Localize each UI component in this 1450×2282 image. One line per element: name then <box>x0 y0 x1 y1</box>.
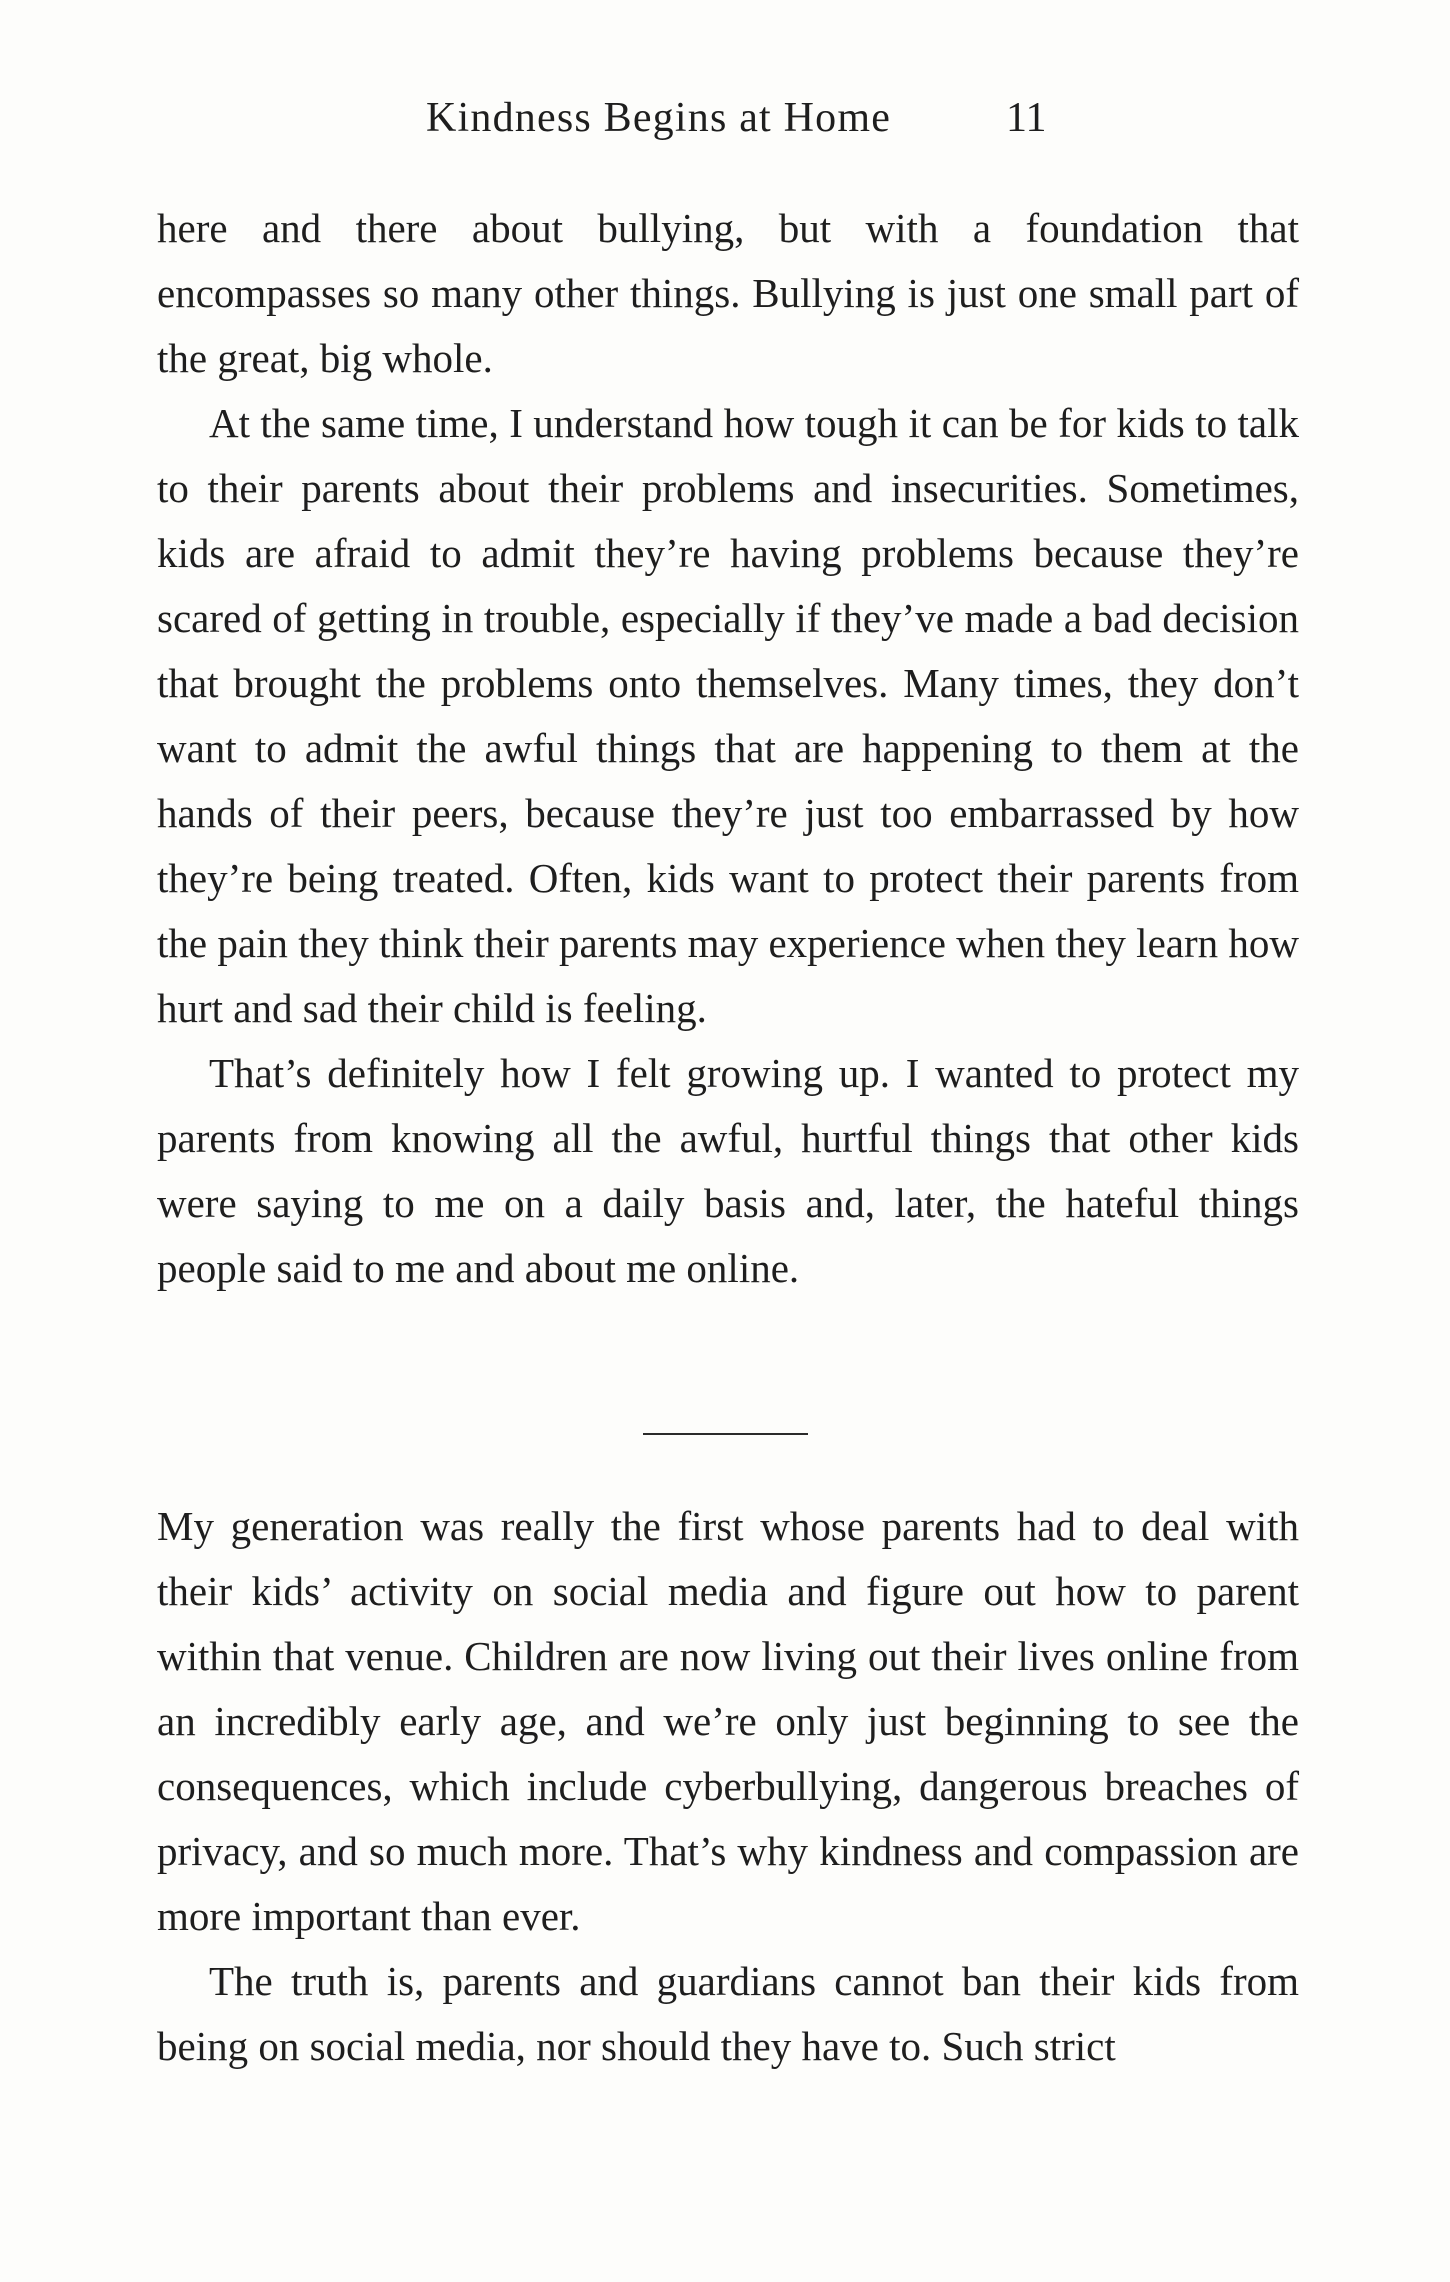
paragraph: At the same time, I understand how tough it can be for kids to talk to their parents about their problems and insecurities. Sometimes, kids are afraid to admit they’re having problems because they’re scared of getting in trouble, especially if they’ve made a bad decision that brought the problems onto themselves. Many times, they don’t want to admit the awful things that are happening to them at the hands of their peers, because they’re just too embarrassed by how they’re being treated. Often, kids want to protect their parents from the pain they think their parents may experience when they learn how hurt and sad their child is feeling. <box>157 400 1299 1031</box>
section-break-rule <box>643 1433 808 1435</box>
paragraph: The truth is, parents and guardians cannot ban their kids from being on social media, nor should they have to. Such strict <box>157 1958 1299 2069</box>
paragraph-section-opening: My generation was really the first whose parents had to deal with their kids’ activity on social media and figure out how to parent within that venue. Children are now living out their lives online from an incredibly early age, and we’re only just beginning to see the consequences, which include cyberbullying, dangerous breaches of privacy, and so much more. That’s why kindness and compassion are more important than ever. <box>157 1503 1299 1939</box>
running-title: Kindness Begins at Home <box>426 95 892 141</box>
paragraph: That’s definitely how I felt growing up. I wanted to protect my parents from knowing all the awful, hurtful things that other kids were saying to me on a daily basis and, later, the hateful things people said to me and about me online. <box>157 1050 1299 1291</box>
running-head <box>0 88 1450 148</box>
section-one-text <box>157 196 1299 1301</box>
page-number: 11 <box>1006 95 1047 141</box>
section-two-text <box>157 1494 1299 2079</box>
paragraph-continued: here and there about bullying, but with a foundation that encompasses so many other things. Bullying is just one small part of the great, big whole. <box>157 205 1299 381</box>
